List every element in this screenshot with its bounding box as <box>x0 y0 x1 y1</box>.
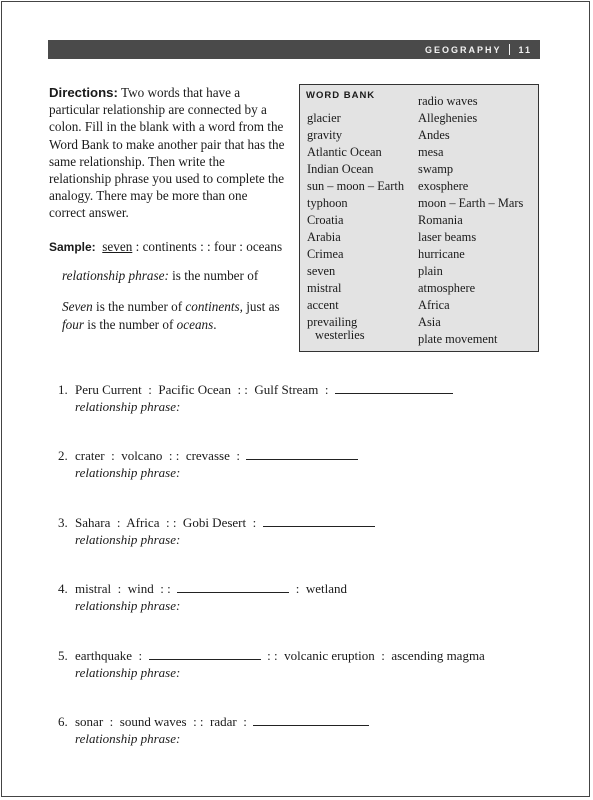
question-analogy: crater : volcano : : crevasse : <box>75 448 247 463</box>
sample-explanation <box>62 298 297 333</box>
question-2 <box>58 448 358 481</box>
question-number: 3. <box>58 515 68 530</box>
word-bank-item: Atlantic Ocean <box>307 145 382 159</box>
expl-word-3: four <box>62 316 84 332</box>
word-bank-item: gravity <box>307 128 343 142</box>
word-bank-item: Africa <box>418 298 450 312</box>
word-bank-item: Asia <box>418 315 441 329</box>
question-analogy: Sahara : Africa : : Gobi Desert : <box>75 515 263 530</box>
word-bank-item: Croatia <box>307 213 344 227</box>
sample-relationship-value: is the number of <box>168 268 259 283</box>
expl-word-1: Seven <box>62 299 93 314</box>
question-analogy: earthquake : <box>75 648 149 663</box>
word-bank-item: glacier <box>307 111 341 125</box>
relationship-phrase-label: relationship phrase: <box>75 398 181 414</box>
question-1 <box>58 382 453 415</box>
sample-relationship-label: relationship phrase: <box>62 268 169 283</box>
word-bank-item: Arabia <box>307 230 341 244</box>
question-analogy-end: : : volcanic eruption : ascending magma <box>260 648 485 663</box>
relationship-phrase-label: relationship phrase: <box>75 730 181 746</box>
sample-word-underlined: seven <box>102 239 133 254</box>
word-bank-item: Romania <box>418 213 463 227</box>
question-5 <box>58 648 485 681</box>
word-bank-item: laser beams <box>418 230 477 244</box>
word-bank-item-continued: westerlies <box>315 328 365 342</box>
word-bank-item: seven <box>307 264 336 278</box>
question-3 <box>58 515 375 548</box>
page-number: 11 <box>518 44 532 55</box>
word-bank-item: Crimea <box>307 247 344 261</box>
word-bank-item: mesa <box>418 145 444 159</box>
answer-blank[interactable] <box>149 648 261 660</box>
answer-blank[interactable] <box>263 515 375 527</box>
word-bank-item: exosphere <box>418 179 469 193</box>
word-bank-title: WORD BANK <box>306 90 376 101</box>
section-title: GEOGRAPHY <box>424 44 502 55</box>
word-bank-item: plain <box>418 264 443 278</box>
word-bank-item: typhoon <box>307 196 348 210</box>
expl-word-4: oceans <box>176 316 214 332</box>
answer-blank[interactable] <box>335 382 453 394</box>
word-bank-item: Alleghenies <box>418 111 478 125</box>
sample-relationship <box>62 268 292 284</box>
word-bank-item: Indian Ocean <box>307 162 374 176</box>
question-number: 4. <box>58 581 68 596</box>
word-bank-item: accent <box>307 298 339 312</box>
relationship-phrase-label: relationship phrase: <box>75 597 181 613</box>
header-divider <box>509 44 510 55</box>
question-6 <box>58 714 369 747</box>
sample <box>49 239 289 255</box>
relationship-phrase-label: relationship phrase: <box>75 531 181 547</box>
relationship-phrase-label: relationship phrase: <box>75 664 181 680</box>
question-analogy: sonar : sound waves : : radar : <box>75 714 254 729</box>
question-number: 2. <box>58 448 68 463</box>
expl-text-3: is the number of <box>83 316 177 332</box>
header-bar <box>48 40 540 59</box>
word-bank-item: radio waves <box>418 94 478 108</box>
word-bank-item: plate movement <box>418 332 498 346</box>
answer-blank[interactable] <box>246 448 358 460</box>
question-analogy-end: : wetland <box>289 581 347 596</box>
relationship-phrase-label: relationship phrase: <box>75 464 181 480</box>
question-analogy: mistral : wind : : <box>75 581 178 596</box>
word-bank <box>299 84 539 352</box>
directions-label: Directions: <box>49 85 118 100</box>
question-number: 1. <box>58 382 68 397</box>
word-bank-item: sun – moon – Earth <box>307 179 405 193</box>
answer-blank[interactable] <box>177 581 289 593</box>
question-analogy: Peru Current : Pacific Ocean : : Gulf Stream : <box>75 382 335 397</box>
sample-label: Sample: <box>49 240 96 254</box>
expl-word-2: continents, <box>185 299 243 314</box>
expl-text-1: is the number of <box>92 299 186 314</box>
directions <box>49 84 287 222</box>
question-number: 6. <box>58 714 68 729</box>
word-bank-item: mistral <box>307 281 342 295</box>
expl-text-2: just as <box>242 299 280 314</box>
word-bank-item: atmosphere <box>418 281 476 295</box>
sample-analogy: : continents : : four : oceans <box>132 239 283 254</box>
word-bank-item: moon – Earth – Mars <box>418 196 524 210</box>
question-4 <box>58 581 347 614</box>
question-number: 5. <box>58 648 68 663</box>
word-bank-item: Andes <box>418 128 450 142</box>
expl-text-4: . <box>213 316 217 332</box>
answer-blank[interactable] <box>253 714 369 726</box>
directions-text: Two words that have a particular relationship are connected by a colon. Fill in the blank with a word from the Word Bank to make another pair that has the same relationship. Then write the relationship phrase you used to complete the analogy. There may be more than one correct answer. <box>49 85 285 221</box>
word-bank-item: hurricane <box>418 247 465 261</box>
word-bank-item: prevailing <box>307 315 358 329</box>
word-bank-item: swamp <box>418 162 454 176</box>
